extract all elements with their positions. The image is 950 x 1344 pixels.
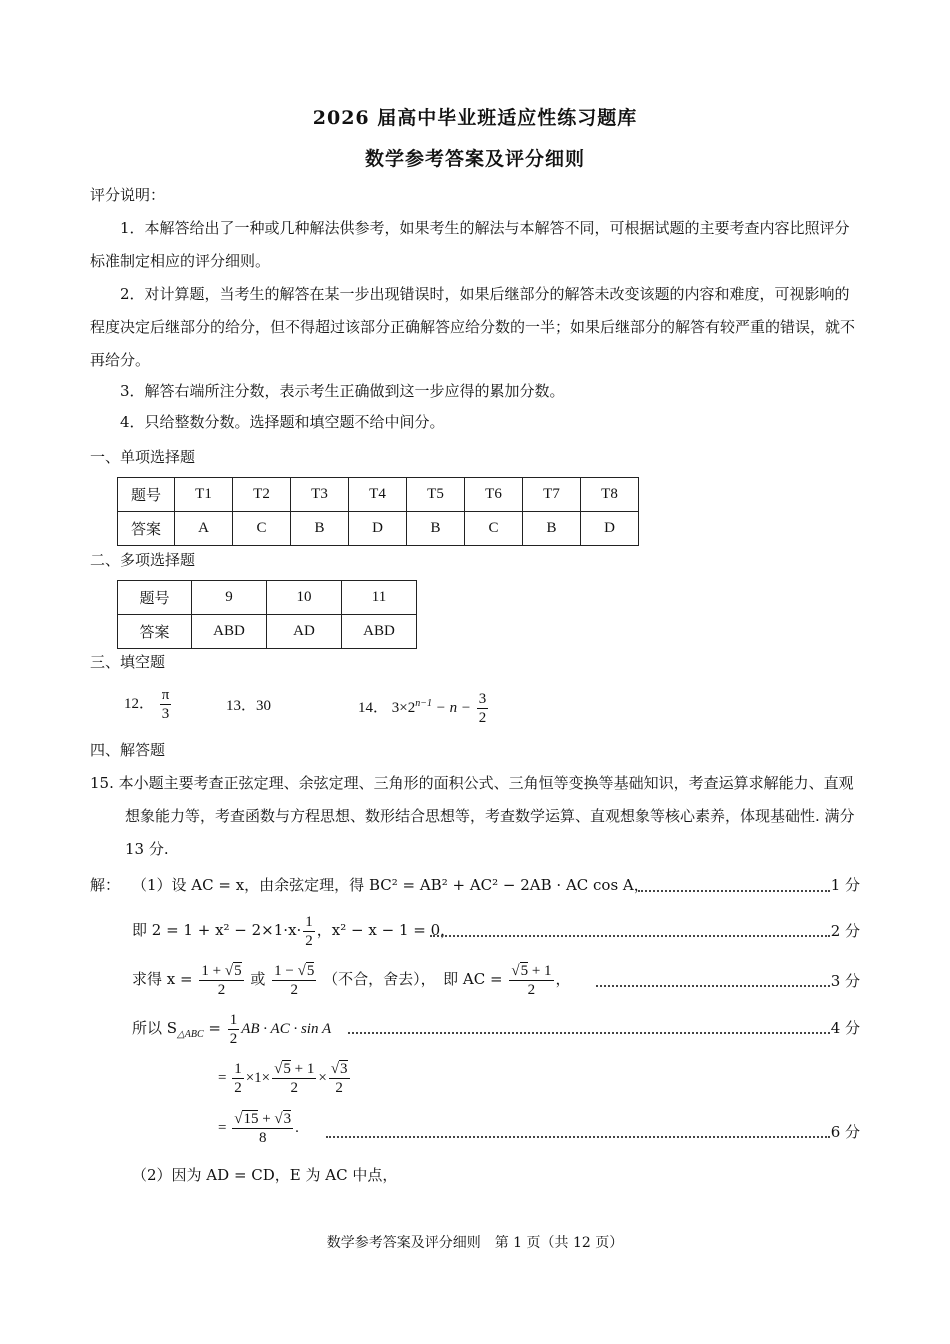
solution-step-5: = $\frac{1}{2}$ ×1× $\frac{√5 + 1}{2}$ × $\frac{√3}{2}$	[218, 1061, 348, 1097]
fraction: $\frac{3}{2}$	[478, 691, 487, 727]
solution-step-7: （2）因为 AD = CD，E 为 AC 中点，	[132, 1166, 398, 1184]
solution-step-4: 所以 $S_{\triangle ABC}$ = $\frac{1}{2}$ AB · AC · sin A	[132, 1011, 332, 1047]
table-cell: C	[233, 512, 291, 546]
table-cell: T5	[407, 478, 465, 512]
fill-answer-14: 14． $3\times 2^{n-1} - n$ − $\frac{3}{2}$	[358, 691, 487, 727]
section2-heading: 二、多项选择题	[90, 551, 196, 569]
table-cell: 10	[267, 581, 342, 615]
table-row	[118, 478, 639, 512]
note-item-1: 1．本解答给出了一种或几种解法供参考，如果考生的解法与本解答不同，可根据试题的主要考查内容比照评分标准制定相应的评分细则。	[90, 219, 850, 270]
table-cell: AD	[267, 615, 342, 649]
fraction: $\frac{√3}{2}$	[330, 1061, 348, 1097]
section4-heading: 四、解答题	[90, 741, 166, 759]
table-cell: T1	[175, 478, 233, 512]
table-cell: T2	[233, 478, 291, 512]
table-row	[118, 512, 639, 546]
notes-heading: 评分说明：	[90, 186, 166, 204]
q15-intro: 15. 本小题主要考查正弦定理、余弦定理、三角形的面积公式、三角恒等变换等基础知识，考查运算求解能力、直观想象能力等，考查函数与方程思想、数形结合思想等，考查数学运算、直观想象等核心素养，体现基础性. 满分 13 分.	[90, 774, 855, 858]
table-cell: D	[581, 512, 639, 546]
fraction: $\frac{1}{2}$	[234, 1061, 242, 1097]
table-cell: ABD	[192, 615, 267, 649]
fraction: $\frac{1}{2}$	[229, 1011, 238, 1047]
fraction: $\frac{√5 + 1}{2}$	[511, 962, 552, 998]
table-header-cell: 题号	[118, 581, 192, 615]
solution-step-2: 即 2 = 1 + x² − 2×1·x· $\frac{1}{2}$ ，x² − x − 1 = 0，	[132, 913, 456, 949]
note-item-3: 3．解答右端所注分数，表示考生正确做到这一步应得的累加分数。	[120, 382, 565, 400]
table-cell: T6	[465, 478, 523, 512]
table-cell: T8	[581, 478, 639, 512]
table-cell: D	[349, 512, 407, 546]
table-cell: ABD	[342, 615, 417, 649]
dot-leader	[596, 985, 830, 987]
table-cell: B	[523, 512, 581, 546]
solution-step-1: （1）设 AC = x，由余弦定理，得 BC² = AB² + AC² − 2AB · AC cos A，	[132, 876, 649, 894]
fraction: $\frac{√15 + √3}{8}$	[234, 1111, 292, 1147]
table-cell: C	[465, 512, 523, 546]
table-cell: T7	[523, 478, 581, 512]
fraction: $\frac{\pi}{3}$	[161, 687, 170, 723]
score-4: 4 分	[830, 1019, 860, 1037]
single-choice-table	[117, 477, 639, 546]
fraction: $\frac{√5 + 1}{2}$	[274, 1061, 315, 1097]
table-header-cell: 题号	[118, 478, 175, 512]
table-row	[118, 581, 417, 615]
solution-step-6: = $\frac{√15 + √3}{8}$ .	[218, 1111, 299, 1147]
fraction: $\frac{1 - √5}{2}$	[274, 962, 315, 998]
dot-leader	[348, 1032, 830, 1034]
dot-leader	[430, 935, 830, 937]
note-item-2: 2．对计算题，当考生的解答在某一步出现错误时，如果后继部分的解答未改变该题的内容和难度，可视影响的程度决定后继部分的给分，但不得超过该部分正确解答应给分数的一半；如果后继部分的解答有较严重的错误，就不再给分。	[90, 285, 856, 369]
table-cell: B	[291, 512, 349, 546]
table-cell: A	[175, 512, 233, 546]
solution-step-3: 求得 x = $\frac{1 + √5}{2}$ 或 $\frac{1 - √5}{2}$ （不合，舍去）， 即 AC = $\frac{√5 + 1}{2}$ ，	[132, 962, 571, 998]
fraction: $\frac{1 + √5}{2}$	[201, 962, 242, 998]
page-footer: 数学参考答案及评分细则 第 1 页（共 12 页）	[326, 1235, 624, 1251]
page-subtitle: 数学参考答案及评分细则	[364, 148, 585, 170]
section1-heading: 一、单项选择题	[90, 448, 196, 466]
solution-label: 解：	[90, 876, 121, 894]
page-title: 2026 届高中毕业班适应性练习题库	[312, 107, 638, 129]
table-row	[118, 615, 417, 649]
score-3: 3 分	[830, 972, 860, 990]
score-2: 2 分	[830, 922, 860, 940]
fill-answer-13: 13．30	[226, 698, 272, 714]
score-1: 1 分	[830, 876, 860, 894]
note-item-4: 4．只给整数分数。选择题和填空题不给中间分。	[120, 413, 445, 431]
table-header-cell: 答案	[118, 512, 175, 546]
table-cell: B	[407, 512, 465, 546]
table-cell: T4	[349, 478, 407, 512]
fraction: $\frac{1}{2}$	[305, 913, 313, 949]
dot-leader	[326, 1136, 830, 1138]
section3-heading: 三、填空题	[90, 653, 166, 671]
table-cell: 11	[342, 581, 417, 615]
table-cell: 9	[192, 581, 267, 615]
multi-choice-table	[117, 580, 417, 649]
fill-answer-12: 12． $\frac{\pi}{3}$	[124, 687, 170, 723]
dot-leader	[638, 890, 830, 892]
score-6: 6 分	[830, 1123, 860, 1141]
table-header-cell: 答案	[118, 615, 192, 649]
table-cell: T3	[291, 478, 349, 512]
